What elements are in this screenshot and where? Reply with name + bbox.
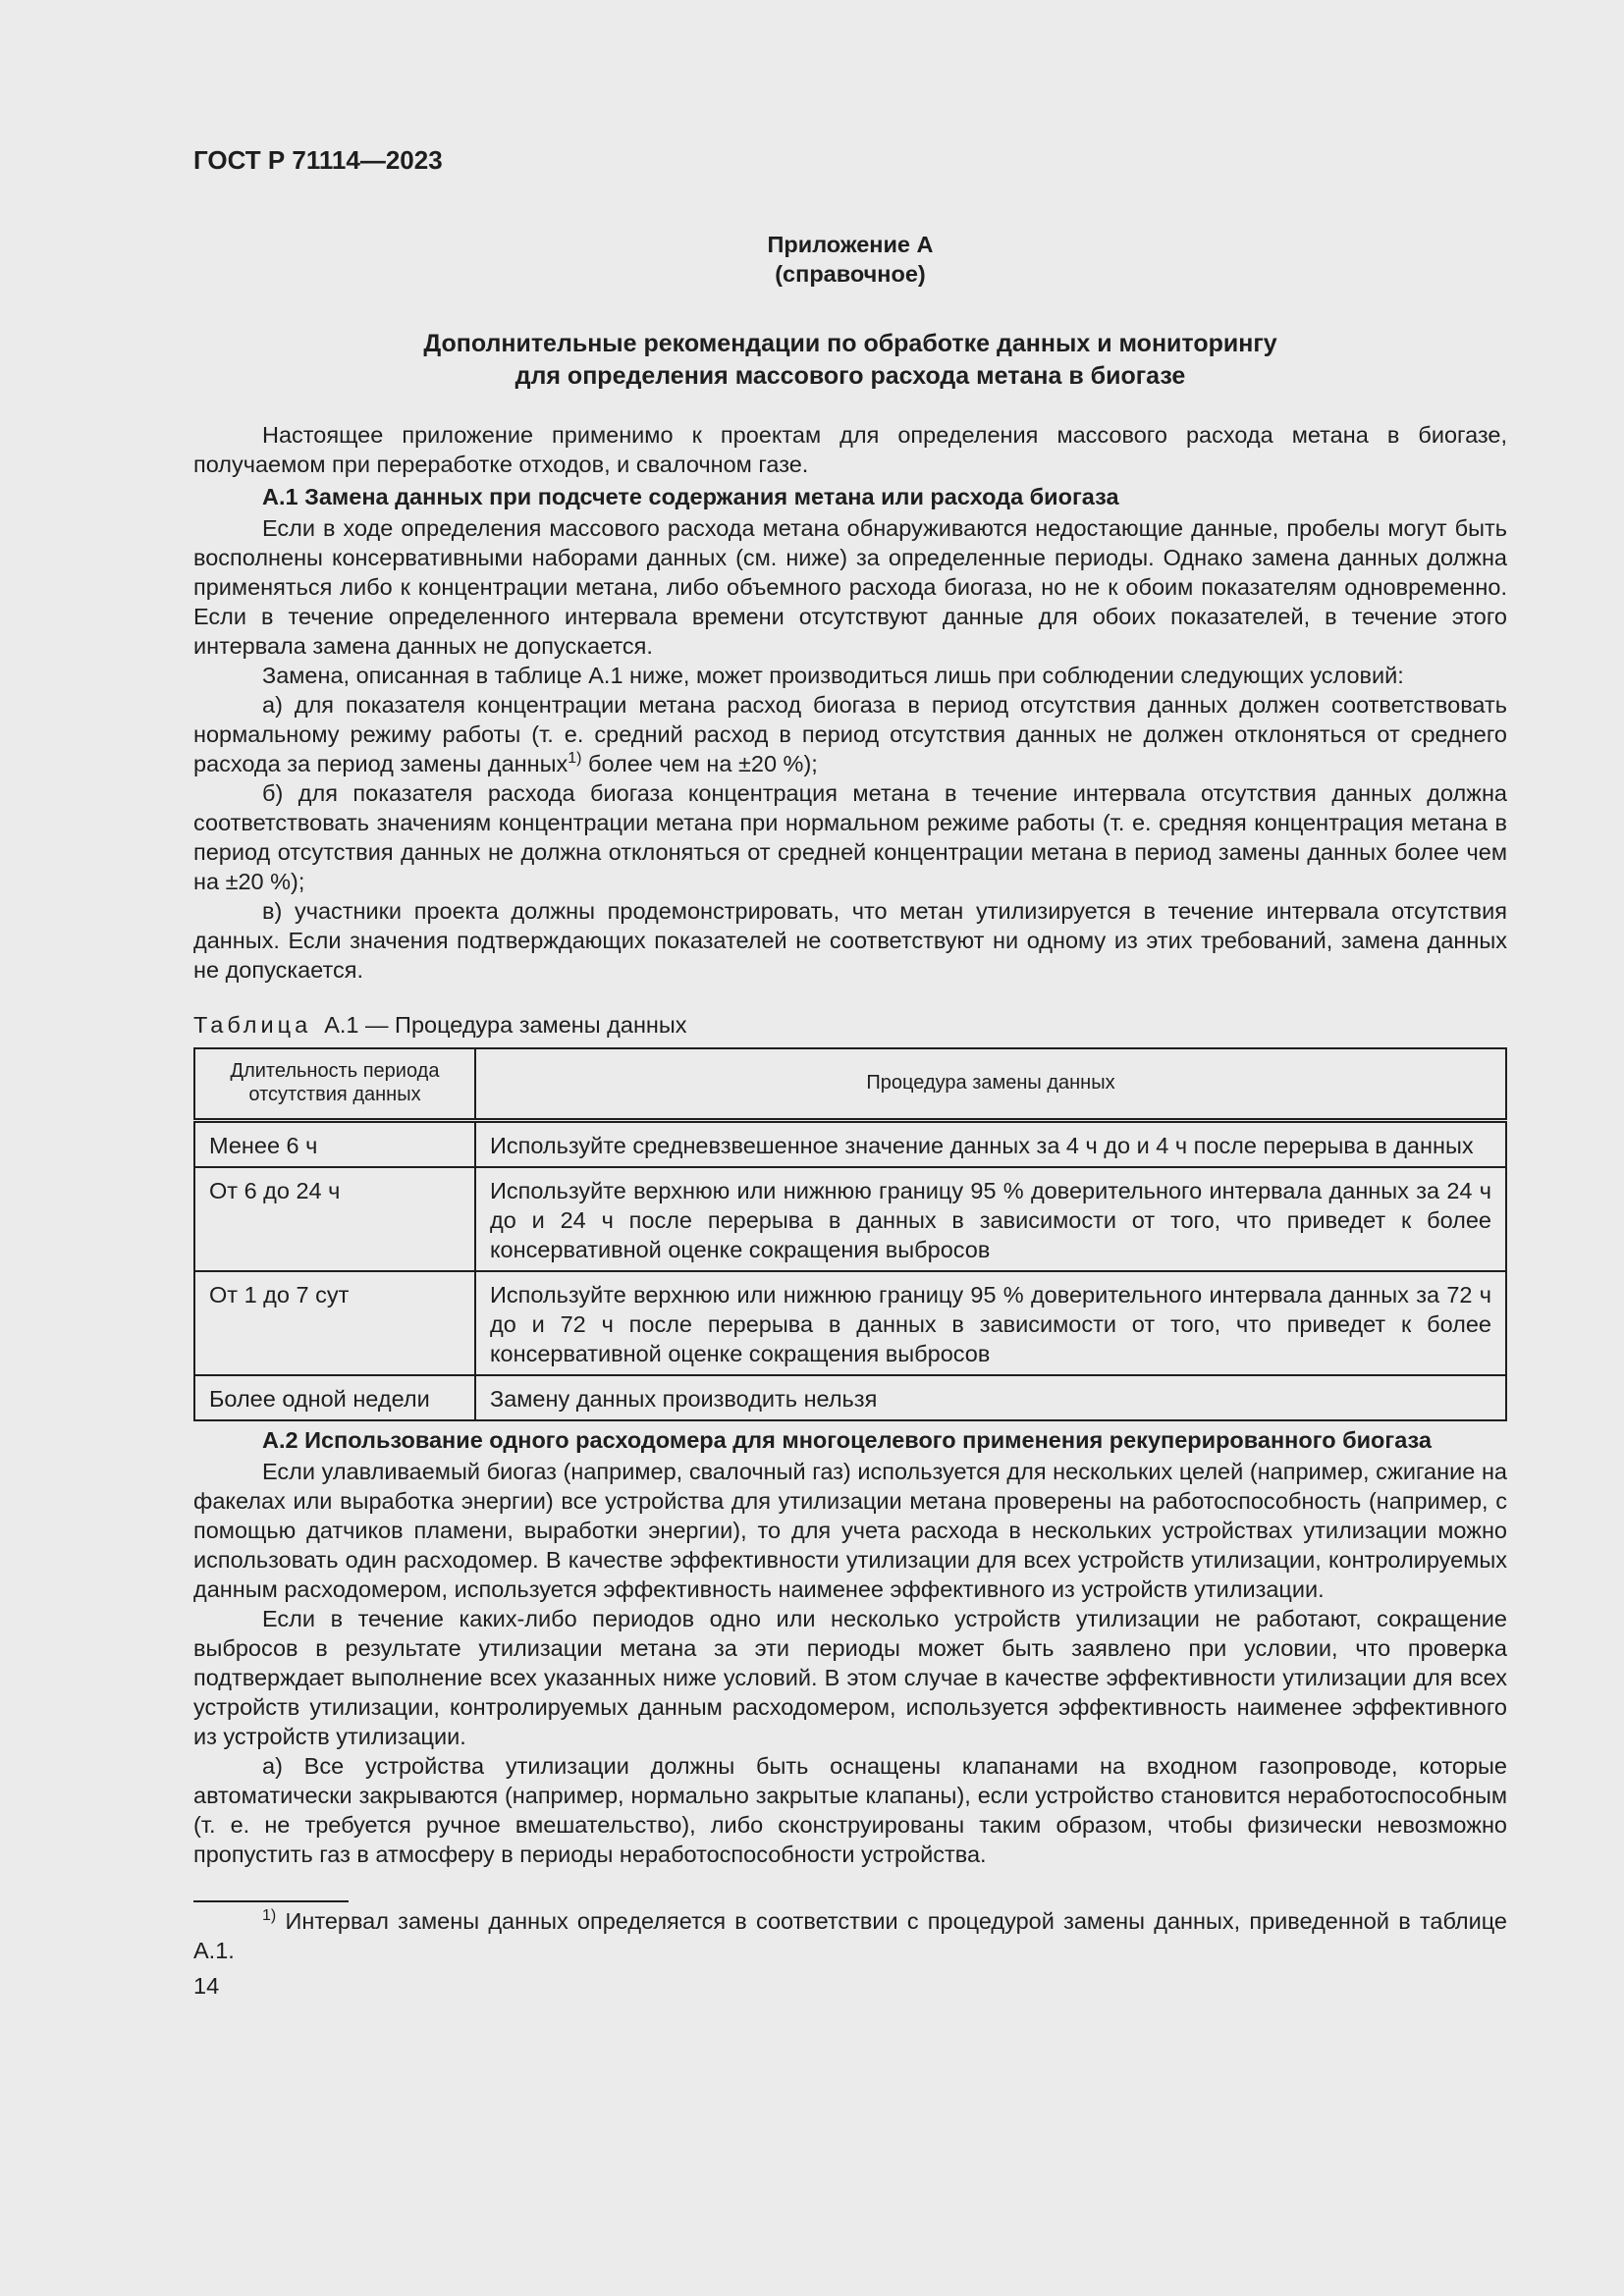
section-a1-item-b: б) для показателя расхода биогаза концентрация метана в течение интервала отсутствия данных должна соответствовать значениям концентрации метана при нормальном режиме работы (т. е. средняя концентрация метана в период отсутствия данных не должна отклоняться от средней концентрации метана в период замены данных более чем на ±20 %);	[193, 780, 1507, 894]
annex-main-title	[193, 328, 1507, 393]
page-number: 14	[193, 1973, 220, 1999]
section-a1-item-v: в) участники проекта должны продемонстрировать, что метан утилизируется в течение интервала отсутствия данных. Если значения подтверждающих показателей не соответствуют ни одному из этих требований, замена данных не допускается.	[193, 898, 1507, 983]
footnote	[193, 1906, 1507, 1965]
table-row	[194, 1375, 1506, 1420]
section-a2-paragraph-1: Если улавливаемый биогаз (например, свалочный газ) используется для нескольких целей (например, сжигание на факелах или выработка энергии) все устройства для утилизации метана проверены на работоспособность (например, с помощью датчиков пламени, выработки энергии), то для учета расхода в нескольких устройствах утилизации можно использовать один расходомер. В качестве эффективности утилизации для всех устройств утилизации, контролируемых данным расходомером, используется эффективность наименее эффективного из устройств утилизации.	[193, 1459, 1507, 1602]
table-cell-duration: Более одной недели	[194, 1375, 475, 1420]
section-a1-item-a	[193, 690, 1507, 778]
intro-paragraph: Настоящее приложение применимо к проектам для определения массового расхода метана в биогазе, получаемом при переработке отходов, и свалочном газе.	[193, 422, 1507, 477]
table-row	[194, 1271, 1506, 1375]
footnote-marker: 1)	[262, 1907, 277, 1925]
table-row	[194, 1121, 1506, 1168]
section-a2-title: А.2 Использование одного расходомера для многоцелевого применения рекуперированного биогаза	[262, 1427, 1432, 1453]
table-cell-procedure: Используйте верхнюю или нижнюю границу 95 % доверительного интервала данных за 24 ч до и 24 ч после перерыва в данных в зависимости от того, что приведет к более консервативной оценке сокращения выбросов	[475, 1167, 1506, 1271]
table-cell-duration: От 1 до 7 сут	[194, 1271, 475, 1375]
table-caption-text: А.1 — Процедура замены данных	[324, 1012, 687, 1038]
table-cell-procedure: Замену данных производить нельзя	[475, 1375, 1506, 1420]
footnote-divider	[193, 1900, 349, 1902]
annex-type: (справочное)	[775, 261, 926, 287]
footnote-reference: 1)	[568, 750, 582, 768]
data-substitution-table	[193, 1047, 1507, 1421]
item-a-text: а) для показателя концентрации метана расход биогаза в период отсутствия данных должен соответствовать нормальному режиму работы (т. е. средний расход в период отсутствия данных не должен отклоняться от среднего расхода за период замены данных	[193, 692, 1507, 776]
table-cell-procedure: Используйте средневзвешенное значение данных за 4 ч до и 4 ч после перерыва в данных	[475, 1121, 1506, 1168]
footnote-text: Интервал замены данных определяется в соответствии с процедурой замены данных, приведенной в таблице А.1.	[193, 1908, 1507, 1963]
table-caption-word: Таблица	[193, 1012, 312, 1038]
annex-main-title-line1: Дополнительные рекомендации по обработке данных и мониторингу	[423, 330, 1277, 357]
table-cell-duration: От 6 до 24 ч	[194, 1167, 475, 1271]
section-a2-paragraph-2: Если в течение каких-либо периодов одно или несколько устройств утилизации не работают, сокращение выбросов в результате утилизации метана за эти периоды может быть заявлено при условии, что проверка подтверждает выполнение всех указанных ниже условий. В этом случае в качестве эффективности утилизации для всех устройств утилизации, контролируемых данным расходомером, используется эффективность наименее эффективного из устройств утилизации.	[193, 1606, 1507, 1749]
document-code: ГОСТ Р 71114—2023	[193, 145, 443, 175]
section-a1-paragraph-2: Замена, описанная в таблице А.1 ниже, может производиться лишь при соблюдении следующих условий:	[262, 663, 1404, 688]
table-header-procedure: Процедура замены данных	[475, 1048, 1506, 1121]
section-a2-item-a: а) Все устройства утилизации должны быть оснащены клапанами на входном газопроводе, которые автоматически закрываются (например, нормально закрытые клапаны), если устройство становится неработоспособным (т. е. не требуется ручное вмешательство), либо сконструированы таким образом, чтобы физически невозможно пропустить газ в атмосферу в периоды неработоспособности устройства.	[193, 1753, 1507, 1867]
section-a1-paragraph-1: Если в ходе определения массового расхода метана обнаруживаются недостающие данные, пробелы могут быть восполнены консервативными наборами данных (см. ниже) за определенные периоды. Однако замена данных должна применяться либо к концентрации метана, либо объемного расхода биогаза, но не к обоим показателям одновременно. Если в течение определенного интервала времени отсутствуют данные для обоих показателей, в течение этого интервала замена данных не допускается.	[193, 515, 1507, 659]
table-cell-procedure: Используйте верхнюю или нижнюю границу 95 % доверительного интервала данных за 72 ч до и 72 ч после перерыва в данных в зависимости от того, что приведет к более консервативной оценке сокращения выбросов	[475, 1271, 1506, 1375]
annex-title: Приложение А	[767, 232, 934, 257]
section-a1-title: А.1 Замена данных при подсчете содержания метана или расхода биогаза	[262, 484, 1119, 509]
table-header-row	[194, 1048, 1506, 1121]
table-header-duration: Длительность периода отсутствия данных	[194, 1048, 475, 1121]
item-a-text-end: более чем на ±20 %);	[581, 751, 818, 776]
table-row	[194, 1167, 1506, 1271]
table-cell-duration: Менее 6 ч	[194, 1121, 475, 1168]
document-page	[193, 145, 1507, 2001]
annex-main-title-line2: для определения массового расхода метана в биогазе	[514, 362, 1186, 390]
table-caption	[193, 1010, 1507, 1040]
